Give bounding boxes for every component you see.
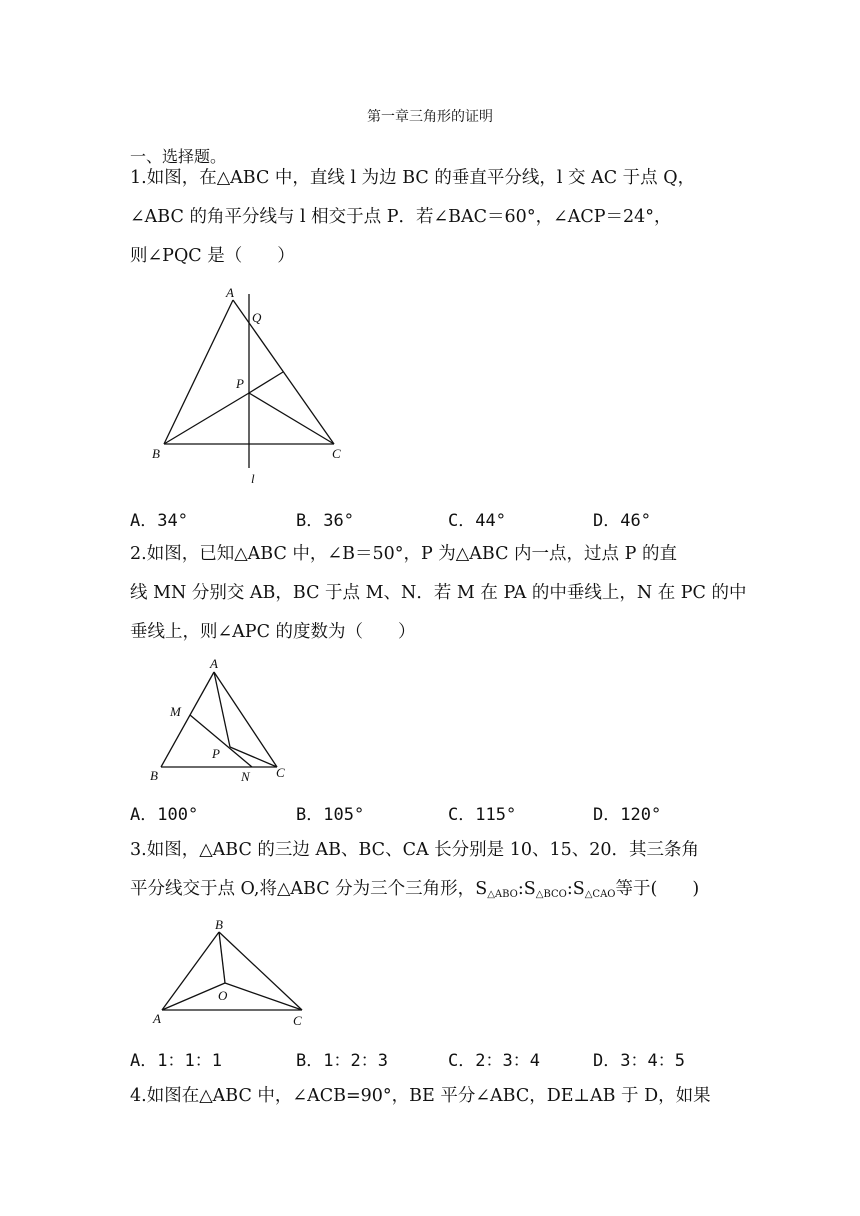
q2-label-c: C bbox=[276, 765, 285, 780]
q2-label-m: M bbox=[170, 704, 181, 719]
q2-edge-ac bbox=[214, 672, 277, 767]
q2-line-2: 线 MN 分别交 AB，BC 于点 M、N．若 M 在 PA 的中垂线上，N 在 PC 的中 bbox=[130, 583, 747, 603]
q3-option-d[interactable]: D．3：4：5 bbox=[593, 1051, 685, 1071]
page-title: 第一章三角形的证明 bbox=[367, 109, 493, 125]
q2-option-d[interactable]: D．120° bbox=[593, 805, 662, 825]
q3-area-1-s: S bbox=[475, 879, 488, 899]
q2-options bbox=[130, 800, 735, 824]
q3-colon-2: : bbox=[566, 879, 573, 899]
q2-label-p: P bbox=[212, 746, 220, 761]
q1-label-a: A bbox=[226, 285, 234, 300]
q3-line-2 bbox=[130, 877, 735, 907]
q1-option-d[interactable]: D．46° bbox=[593, 511, 651, 531]
q2-figure bbox=[140, 655, 310, 790]
q1-label-b: B bbox=[152, 446, 160, 461]
q3-figure bbox=[145, 912, 315, 1032]
q3-label-c: C bbox=[293, 1013, 302, 1028]
q1-edge-ac bbox=[233, 300, 334, 444]
q3-area-3-sub: △CAO bbox=[584, 889, 616, 900]
q2-option-a[interactable]: A．100° bbox=[130, 805, 199, 825]
q3-option-c[interactable]: C．2：3：4 bbox=[448, 1051, 540, 1071]
q3-area-2-sub: △BCO bbox=[535, 889, 567, 900]
section-heading: 一、选择题。 bbox=[130, 147, 227, 166]
q2-option-b[interactable]: B．105° bbox=[296, 805, 365, 825]
q1-label-c: C bbox=[332, 446, 341, 461]
q3-bisector-bo bbox=[219, 932, 225, 983]
q2-segment-mn bbox=[190, 715, 252, 767]
q3-label-o: O bbox=[218, 988, 228, 1003]
q1-label-q: Q bbox=[252, 310, 262, 325]
q3-label-b: B bbox=[215, 917, 223, 932]
q3-line-2-prefix: 平分线交于点 O,将△ABC 分为三个三角形， bbox=[130, 879, 476, 899]
q1-label-l: l bbox=[251, 471, 255, 486]
q3-area-1-sub: △ABO bbox=[487, 889, 518, 900]
q1-line-3: 则∠PQC 是（ ） bbox=[130, 246, 295, 266]
q1-label-p: P bbox=[236, 376, 244, 391]
q4-line-1: 4.如图在△ABC 中，∠ACB=90°，BE 平分∠ABC，DE⊥AB 于 D，如果 bbox=[130, 1086, 711, 1106]
q2-label-a: A bbox=[210, 656, 218, 671]
q1-line-2: ∠ABC 的角平分线与 l 相交于点 P．若∠BAC＝60°，∠ACP＝24°， bbox=[130, 207, 672, 227]
q2-option-c[interactable]: C．115° bbox=[448, 805, 517, 825]
q1-segment-pc bbox=[249, 393, 334, 444]
q3-option-b[interactable]: B．1：2：3 bbox=[296, 1051, 388, 1071]
q3-area-2-s: S bbox=[523, 879, 536, 899]
q3-options bbox=[130, 1046, 735, 1070]
q1-options bbox=[130, 506, 735, 530]
q3-label-a: A bbox=[153, 1011, 161, 1026]
q2-label-b: B bbox=[150, 768, 158, 783]
q1-option-b[interactable]: B．36° bbox=[296, 511, 354, 531]
q1-option-a[interactable]: A．34° bbox=[130, 511, 188, 531]
q3-bisector-co bbox=[225, 983, 302, 1010]
q3-edge-bc bbox=[219, 932, 302, 1010]
q1-line-1: 1.如图，在△ABC 中，直线 l 为边 BC 的垂直平分线，l 交 AC 于点 Q， bbox=[130, 168, 696, 188]
q2-line-1: 2.如图，已知△ABC 中，∠B＝50°，P 为△ABC 内一点，过点 P 的直 bbox=[130, 544, 677, 564]
q1-edge-ab bbox=[164, 300, 233, 444]
q1-figure bbox=[140, 280, 360, 495]
q2-line-3: 垂线上，则∠APC 的度数为（ ） bbox=[130, 622, 416, 642]
q3-option-a[interactable]: A．1：1：1 bbox=[130, 1051, 222, 1071]
q3-line-1: 3.如图，△ABC 的三边 AB、BC、CA 长分别是 10、15、20．其三条角 bbox=[130, 840, 700, 860]
q1-segment-p-ac bbox=[249, 372, 283, 393]
q3-colon-1: : bbox=[517, 879, 524, 899]
q3-line-2-suffix: 等于( ) bbox=[615, 879, 700, 899]
q2-edge-ab bbox=[161, 672, 214, 767]
q2-label-n: N bbox=[241, 769, 250, 784]
q3-area-3-s: S bbox=[572, 879, 585, 899]
q1-option-c[interactable]: C．44° bbox=[448, 511, 506, 531]
